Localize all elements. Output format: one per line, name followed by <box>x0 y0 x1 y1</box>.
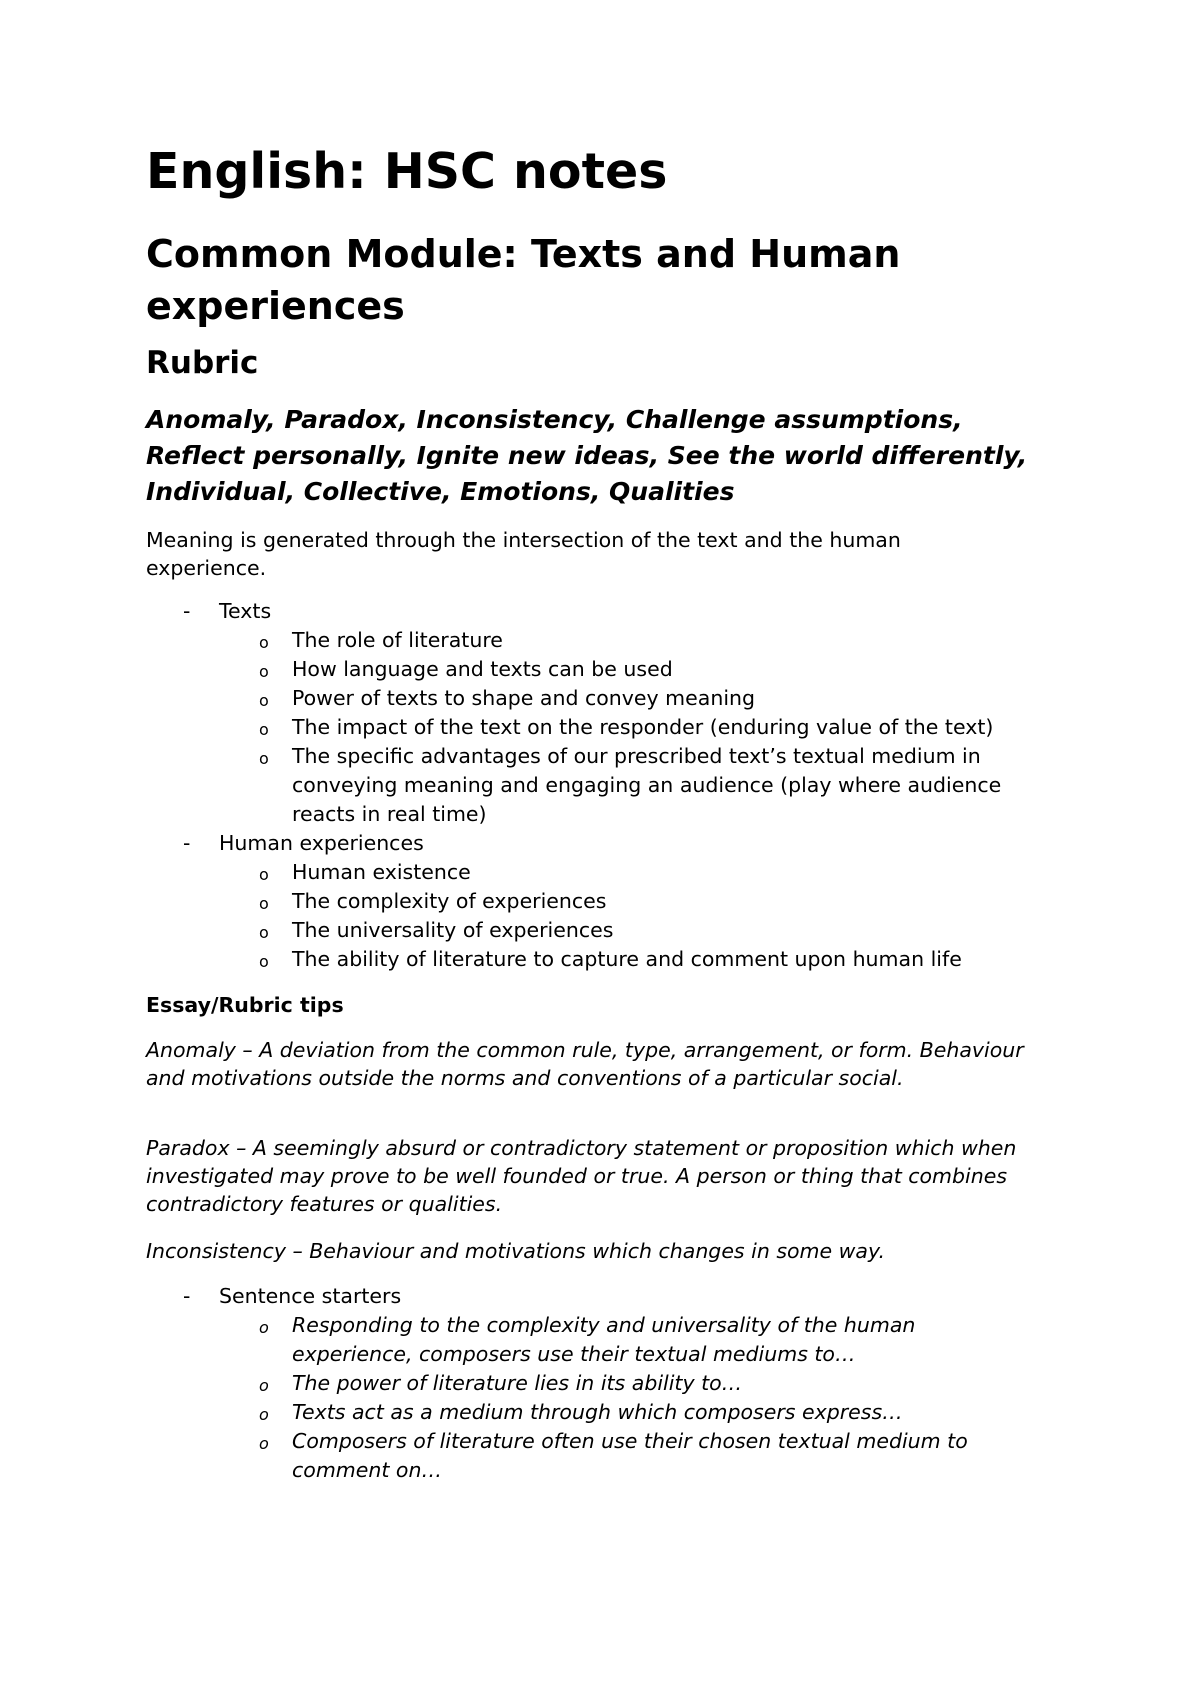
list-item <box>219 945 1076 974</box>
list-item <box>219 684 1076 713</box>
bullet-marker: o <box>259 749 269 768</box>
list-item-human-experiences <box>146 829 1076 974</box>
rubric-keywords: Anomaly, Paradox, Inconsistency, Challenge assumptions, Reflect personally, Ignite new ideas, See the world differently, Individual, Collective, Emotions, Qualities <box>146 405 1028 506</box>
list-item-text: Human existence <box>292 860 471 884</box>
list-item-text: Responding to the complexity and universality of the human experience, composers use their textual mediums to… <box>292 1313 916 1366</box>
bullet-marker: o <box>259 691 269 710</box>
list-item-text: Composers of literature often use their chosen textual medium to comment on… <box>292 1429 968 1482</box>
list-item <box>219 1311 1032 1369</box>
list-item-text: Power of texts to shape and convey meaning <box>292 686 756 710</box>
list-item-text: The specific advantages of our prescribed text’s textual medium in conveying meaning and engaging an audience (play where audience reacts in real time) <box>292 744 1002 826</box>
list-label: Sentence starters <box>219 1284 402 1308</box>
human-sublist <box>219 858 1076 974</box>
bullet-marker: o <box>259 1318 269 1337</box>
list-item <box>219 655 1076 684</box>
starters-list <box>146 1282 1076 1485</box>
list-item <box>219 916 1076 945</box>
list-item-text: How language and texts can be used <box>292 657 673 681</box>
list-item <box>219 713 1076 742</box>
bullet-marker: o <box>259 952 269 971</box>
list-item <box>219 742 1062 829</box>
list-item <box>219 858 1076 887</box>
dash-marker: - <box>183 1284 191 1308</box>
list-item <box>219 1369 1076 1398</box>
bullet-marker: o <box>259 894 269 913</box>
dash-marker: - <box>183 599 191 623</box>
list-item-text: The role of literature <box>292 628 503 652</box>
definition-inconsistency: Inconsistency – Behaviour and motivations which changes in some way. <box>146 1239 886 1263</box>
list-item-text: The universality of experiences <box>292 918 614 942</box>
rubric-list <box>146 597 1076 974</box>
list-label: Human experiences <box>219 831 424 855</box>
list-item-text: The ability of literature to capture and comment upon human life <box>292 947 962 971</box>
intro-paragraph: Meaning is generated through the intersection of the text and the human experience. <box>146 528 901 580</box>
list-item <box>219 626 1076 655</box>
list-item-text: Texts act as a medium through which composers express… <box>292 1400 903 1424</box>
definition-anomaly: Anomaly – A deviation from the common rule, type, arrangement, or form. Behaviour and motivations outside the norms and conventions of a particular social. <box>146 1038 1024 1090</box>
list-label: Texts <box>219 599 272 623</box>
bullet-marker: o <box>259 865 269 884</box>
bullet-marker: o <box>259 662 269 681</box>
essay-tips-heading: Essay/Rubric tips <box>146 993 344 1017</box>
bullet-marker: o <box>259 923 269 942</box>
bullet-marker: o <box>259 720 269 739</box>
list-item-text: The impact of the text on the responder (enduring value of the text) <box>292 715 994 739</box>
list-item-sentence-starters <box>146 1282 1076 1485</box>
bullet-marker: o <box>259 1376 269 1395</box>
document-title: English: HSC notes <box>146 143 668 200</box>
list-item <box>219 1427 1062 1485</box>
list-item <box>219 1398 1076 1427</box>
rubric-heading: Rubric <box>146 345 259 381</box>
bullet-marker: o <box>259 633 269 652</box>
dash-marker: - <box>183 831 191 855</box>
list-item <box>219 887 1076 916</box>
definition-paradox: Paradox – A seemingly absurd or contradictory statement or proposition which when investigated may prove to be well founded or true. A person or thing that combines contradictory features or qualities. <box>146 1136 1017 1216</box>
list-item-text: The power of literature lies in its ability to… <box>292 1371 743 1395</box>
list-item-texts <box>146 597 1076 829</box>
bullet-marker: o <box>259 1434 269 1453</box>
list-item-text: The complexity of experiences <box>292 889 607 913</box>
bullet-marker: o <box>259 1405 269 1424</box>
starters-sublist <box>219 1311 1076 1485</box>
module-heading: Common Module: Texts and Human experiences <box>146 232 901 328</box>
texts-sublist <box>219 626 1076 829</box>
